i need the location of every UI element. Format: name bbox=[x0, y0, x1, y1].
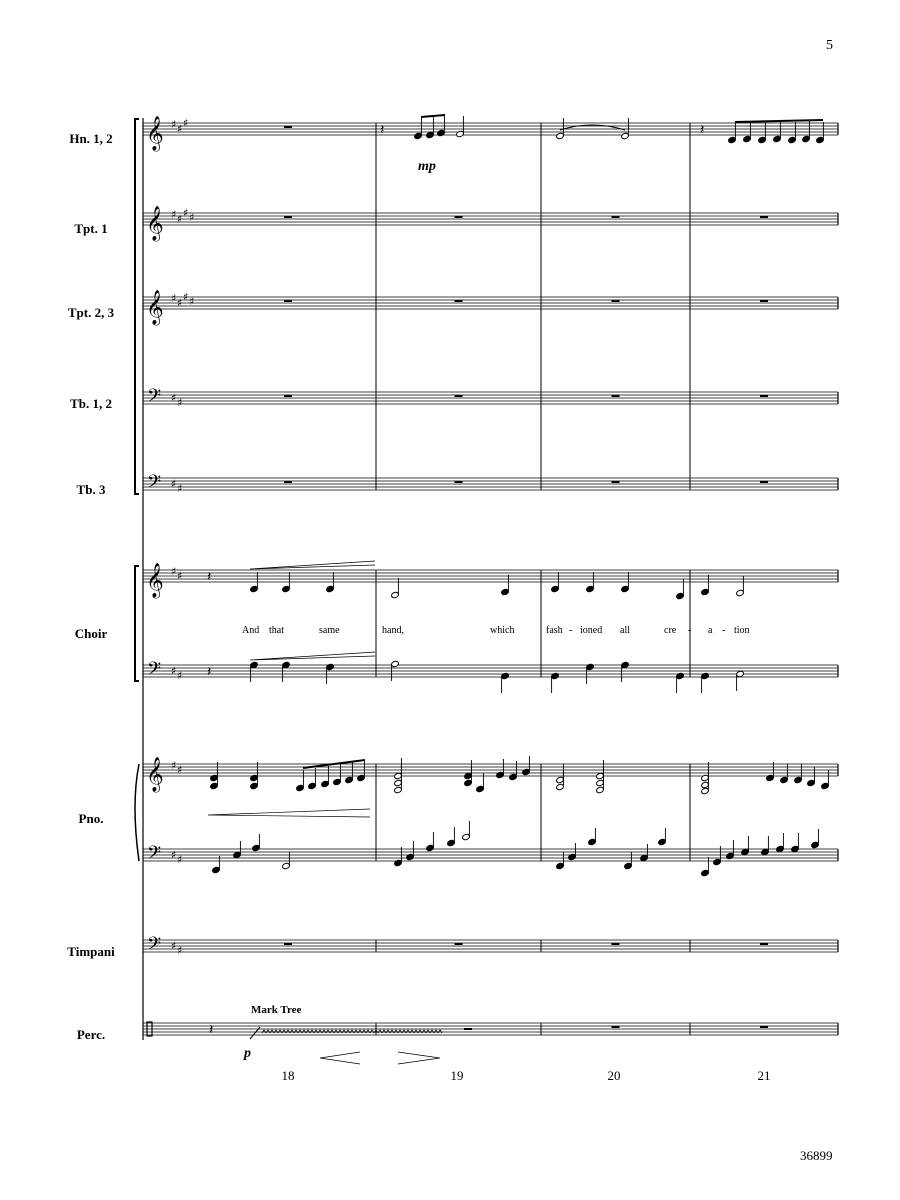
bass-clef-icon: 𝄢 bbox=[147, 934, 162, 959]
lyric-syllable: all bbox=[620, 625, 630, 636]
treble-clef-icon: 𝄞 bbox=[146, 290, 164, 325]
quarter-rest-icon: 𝄽 bbox=[209, 1022, 214, 1038]
crescendo-hairpin bbox=[208, 809, 370, 817]
whole-rest-icon bbox=[612, 943, 620, 945]
bass-clef-icon: 𝄢 bbox=[147, 843, 162, 868]
tremolo-wave bbox=[430, 1030, 434, 1033]
treble-clef-icon: 𝄞 bbox=[146, 757, 164, 792]
measure-number: 19 bbox=[450, 1068, 464, 1083]
tremolo-wave bbox=[382, 1030, 386, 1033]
piano-brace bbox=[135, 764, 139, 861]
key-signature-sharp-icon: ♯ bbox=[171, 565, 177, 578]
part-label-horn: Hn. 1, 2 bbox=[69, 131, 113, 146]
key-signature-sharp-icon: ♯ bbox=[177, 853, 183, 866]
part-label-trumpet-2-3: Tpt. 2, 3 bbox=[67, 305, 115, 320]
whole-rest-icon bbox=[760, 216, 768, 218]
measure-number: 18 bbox=[281, 1068, 295, 1083]
quarter-rest-icon: 𝄽 bbox=[207, 664, 212, 680]
tremolo-wave bbox=[366, 1030, 370, 1033]
tremolo-wave bbox=[326, 1030, 330, 1033]
whole-rest-icon bbox=[284, 481, 292, 483]
tremolo-wave bbox=[358, 1030, 362, 1033]
key-signature-sharp-icon: ♯ bbox=[171, 391, 177, 405]
part-label-percussion: Perc. bbox=[76, 1027, 106, 1042]
crescendo-hairpin bbox=[250, 652, 375, 660]
whole-rest-icon bbox=[284, 943, 292, 945]
key-signature-sharp-icon: ♯ bbox=[177, 396, 183, 409]
tremolo-wave bbox=[390, 1030, 394, 1033]
key-signature-sharp-icon: ♯ bbox=[177, 482, 183, 495]
crescendo-hairpin bbox=[320, 1052, 360, 1064]
whole-rest-icon bbox=[284, 395, 292, 397]
tremolo-wave bbox=[306, 1030, 310, 1033]
key-signature-sharp-icon: ♯ bbox=[177, 944, 183, 957]
dynamic-percussion: p bbox=[244, 1046, 251, 1061]
tremolo-wave bbox=[286, 1030, 290, 1033]
bass-clef-icon: 𝄢 bbox=[147, 659, 162, 684]
lyric-syllable: - bbox=[569, 625, 573, 636]
tremolo-wave bbox=[282, 1030, 286, 1033]
tremolo-wave bbox=[394, 1030, 398, 1033]
tremolo-wave bbox=[290, 1030, 294, 1033]
whole-rest-icon bbox=[455, 395, 463, 397]
tremolo-wave bbox=[270, 1030, 274, 1033]
tremolo-wave bbox=[314, 1030, 318, 1033]
tremolo-wave bbox=[426, 1030, 430, 1033]
quarter-rest-icon: 𝄽 bbox=[700, 122, 705, 138]
tremolo-wave bbox=[278, 1030, 282, 1033]
whole-rest-icon bbox=[455, 216, 463, 218]
tremolo-wave bbox=[386, 1030, 390, 1033]
whole-rest-icon bbox=[760, 1026, 768, 1028]
beam bbox=[421, 115, 445, 117]
tremolo-wave bbox=[322, 1030, 326, 1033]
bass-clef-icon: 𝄢 bbox=[147, 472, 162, 497]
page-number: 5 bbox=[826, 38, 833, 53]
lyric-syllable: which bbox=[490, 625, 515, 636]
tremolo-wave bbox=[398, 1030, 402, 1033]
key-signature-sharp-icon: ♯ bbox=[183, 290, 189, 304]
bass-clef-icon: 𝄢 bbox=[147, 386, 162, 411]
lyric-syllable: same bbox=[319, 625, 340, 636]
tremolo-wave bbox=[434, 1030, 438, 1033]
lyric-syllable: that bbox=[269, 625, 284, 636]
key-signature-sharp-icon: ♯ bbox=[189, 211, 195, 224]
quarter-rest-icon: 𝄽 bbox=[380, 122, 385, 138]
tremolo-wave bbox=[418, 1030, 422, 1033]
tremolo-wave bbox=[330, 1030, 334, 1033]
key-signature-sharp-icon: ♯ bbox=[171, 118, 177, 131]
part-label-trumpet-1: Tpt. 1 bbox=[74, 221, 108, 236]
key-signature-sharp-icon: ♯ bbox=[177, 763, 183, 777]
tremolo-wave bbox=[422, 1030, 426, 1033]
tremolo-wave bbox=[318, 1030, 322, 1033]
key-signature-sharp-icon: ♯ bbox=[183, 206, 189, 220]
key-signature-sharp-icon: ♯ bbox=[177, 122, 183, 136]
percussion-instrument-label: Mark Tree bbox=[251, 1004, 302, 1016]
key-signature-sharp-icon: ♯ bbox=[171, 939, 177, 953]
key-signature-sharp-icon: ♯ bbox=[177, 569, 183, 583]
tremolo-wave bbox=[310, 1030, 314, 1033]
tremolo-wave bbox=[266, 1030, 270, 1033]
lyric-syllable: fash bbox=[546, 625, 563, 636]
whole-rest-icon bbox=[284, 126, 292, 128]
bracket bbox=[135, 566, 139, 681]
whole-rest-icon bbox=[760, 943, 768, 945]
part-label-trombone-1-2: Tb. 1, 2 bbox=[70, 396, 112, 411]
tremolo-wave bbox=[342, 1030, 346, 1033]
treble-clef-icon: 𝄞 bbox=[146, 563, 164, 598]
tremolo-wave bbox=[334, 1030, 338, 1033]
whole-rest-icon bbox=[612, 1026, 620, 1028]
measure-number: 21 bbox=[757, 1068, 771, 1083]
tremolo-wave bbox=[346, 1030, 350, 1033]
treble-clef-icon: 𝄞 bbox=[146, 116, 164, 151]
key-signature-sharp-icon: ♯ bbox=[171, 759, 177, 772]
tremolo-wave bbox=[438, 1030, 442, 1033]
whole-rest-icon bbox=[760, 395, 768, 397]
lyric-syllable: ioned bbox=[580, 625, 603, 636]
whole-rest-icon bbox=[760, 481, 768, 483]
whole-rest-icon bbox=[455, 943, 463, 945]
tremolo-wave bbox=[414, 1030, 418, 1033]
key-signature-sharp-icon: ♯ bbox=[171, 208, 177, 221]
key-signature-sharp-icon: ♯ bbox=[171, 477, 177, 491]
crescendo-hairpin bbox=[250, 561, 375, 569]
dynamic-horn: mp bbox=[418, 159, 436, 174]
lyric-syllable: - bbox=[688, 625, 692, 636]
tremolo-wave bbox=[410, 1030, 414, 1033]
whole-rest-icon bbox=[284, 216, 292, 218]
whole-rest-icon bbox=[760, 300, 768, 302]
part-label-timpani: Timpani bbox=[67, 944, 115, 959]
lyric-syllable: - bbox=[722, 625, 726, 636]
tremolo-wave bbox=[402, 1030, 406, 1033]
key-signature-sharp-icon: ♯ bbox=[177, 296, 183, 310]
whole-rest-icon bbox=[284, 300, 292, 302]
tremolo-wave bbox=[302, 1030, 306, 1033]
key-signature-sharp-icon: ♯ bbox=[189, 295, 195, 308]
tremolo-wave bbox=[350, 1030, 354, 1033]
tremolo-wave bbox=[378, 1030, 382, 1033]
measure-number: 20 bbox=[607, 1068, 621, 1083]
whole-rest-icon bbox=[612, 216, 620, 218]
quarter-rest-icon: 𝄽 bbox=[207, 569, 212, 585]
key-signature-sharp-icon: ♯ bbox=[171, 848, 177, 862]
key-signature-sharp-icon: ♯ bbox=[177, 212, 183, 226]
tremolo-wave bbox=[262, 1030, 266, 1033]
tremolo-wave bbox=[338, 1030, 342, 1033]
key-signature-sharp-icon: ♯ bbox=[171, 664, 177, 678]
whole-rest-icon bbox=[612, 395, 620, 397]
lyric-syllable: tion bbox=[734, 625, 750, 636]
whole-rest-icon bbox=[455, 481, 463, 483]
part-label-choir: Choir bbox=[74, 626, 108, 641]
lyric-syllable: cre bbox=[664, 625, 677, 636]
whole-rest-icon bbox=[612, 300, 620, 302]
key-signature-sharp-icon: ♯ bbox=[183, 116, 189, 130]
lyric-syllable: hand, bbox=[382, 625, 404, 636]
part-label-trombone-3: Tb. 3 bbox=[76, 482, 106, 497]
part-label-piano: Pno. bbox=[78, 811, 104, 826]
whole-rest-icon bbox=[455, 300, 463, 302]
lyric-syllable: a bbox=[708, 625, 713, 636]
lyric-syllable: And bbox=[242, 625, 260, 636]
tremolo-wave bbox=[298, 1030, 302, 1033]
tremolo-wave bbox=[362, 1030, 366, 1033]
treble-clef-icon: 𝄞 bbox=[146, 206, 164, 241]
tremolo-wave bbox=[354, 1030, 358, 1033]
catalog-number: 36899 bbox=[800, 1148, 833, 1163]
tremolo-wave bbox=[274, 1030, 278, 1033]
tremolo-wave bbox=[406, 1030, 410, 1033]
decrescendo-hairpin bbox=[398, 1052, 440, 1064]
key-signature-sharp-icon: ♯ bbox=[171, 292, 177, 305]
half-rest-icon bbox=[464, 1028, 472, 1030]
tremolo-wave bbox=[370, 1030, 374, 1033]
tremolo-wave bbox=[294, 1030, 298, 1033]
whole-rest-icon bbox=[612, 481, 620, 483]
key-signature-sharp-icon: ♯ bbox=[177, 669, 183, 682]
bracket bbox=[135, 119, 139, 494]
